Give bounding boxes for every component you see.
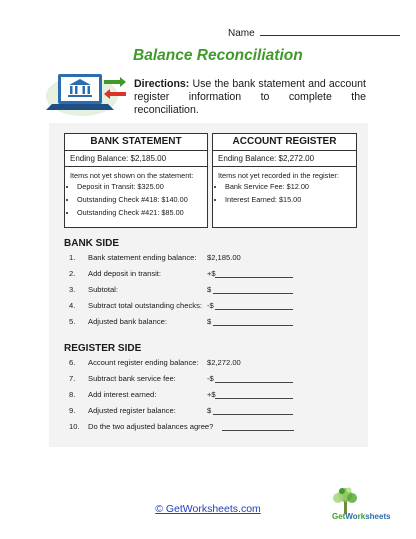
name-blank-line[interactable] bbox=[260, 26, 400, 36]
step-label: Subtract bank service fee: bbox=[88, 374, 176, 383]
answer-blank[interactable] bbox=[213, 293, 293, 294]
logo-get: Get bbox=[332, 512, 346, 521]
step-label: Subtotal: bbox=[88, 285, 118, 294]
step-label: Adjusted bank balance: bbox=[88, 317, 167, 326]
directions-label: Directions: bbox=[134, 78, 190, 90]
bank-ending-balance: Ending Balance: $2,185.00 bbox=[65, 151, 207, 167]
register-note: Items not yet recorded in the register: bbox=[218, 171, 339, 180]
step-label: Add deposit in transit: bbox=[88, 269, 162, 278]
logo-wordmark bbox=[332, 512, 391, 521]
register-side-heading: REGISTER SIDE bbox=[64, 343, 142, 354]
step-prefix: +$ bbox=[207, 269, 216, 278]
answer-blank[interactable] bbox=[215, 277, 293, 278]
step-number: 1. bbox=[69, 253, 76, 262]
laptop-bank-icon bbox=[44, 66, 130, 118]
step-label: Add interest earned: bbox=[88, 390, 157, 399]
step-number: 8. bbox=[69, 390, 76, 399]
answer-blank[interactable] bbox=[215, 398, 293, 399]
register-ending-balance: Ending Balance: $2,272.00 bbox=[213, 151, 356, 167]
step-label: Subtract total outstanding checks: bbox=[88, 301, 202, 310]
register-item: • Bank Service Fee: $12.00 bbox=[225, 182, 356, 191]
register-item: • Interest Earned: $15.00 bbox=[225, 195, 356, 204]
bank-item: • Outstanding Check #421: $85.00 bbox=[77, 208, 207, 217]
step-number: 9. bbox=[69, 406, 76, 415]
bank-items-list bbox=[65, 182, 207, 217]
answer-blank[interactable] bbox=[222, 430, 294, 431]
bank-note: Items not yet shown on the statement: bbox=[70, 171, 194, 180]
account-register-title: ACCOUNT REGISTER bbox=[213, 134, 356, 151]
step-value: $2,185.00 bbox=[207, 253, 241, 262]
page-title: Balance Reconciliation bbox=[133, 47, 303, 64]
step-number: 2. bbox=[69, 269, 76, 278]
bank-item: • Outstanding Check #418: $140.00 bbox=[77, 195, 207, 204]
bank-statement-box bbox=[64, 133, 208, 228]
step-label: Account register ending balance: bbox=[88, 358, 199, 367]
step-prefix: $ bbox=[207, 317, 212, 326]
step-number: 6. bbox=[69, 358, 76, 367]
step-label: Bank statement ending balance: bbox=[88, 253, 197, 262]
register-items-list bbox=[213, 182, 356, 204]
step-prefix: -$ bbox=[207, 374, 214, 383]
directions-body: Use the bank statement and account register information to complete the reconciliation. bbox=[134, 78, 366, 116]
step-label: Adjusted register balance: bbox=[88, 406, 176, 415]
getworksheets-link[interactable]: © GetWorksheets.com bbox=[155, 503, 261, 515]
step-number: 5. bbox=[69, 317, 76, 326]
step-prefix: -$ bbox=[207, 301, 214, 310]
name-field bbox=[228, 26, 400, 39]
logo-work: Wo bbox=[345, 512, 358, 521]
logo-rk: rk bbox=[357, 512, 366, 521]
logo-sheets: sheets bbox=[365, 512, 391, 521]
bank-statement-title: BANK STATEMENT bbox=[65, 134, 207, 151]
step-prefix: +$ bbox=[207, 390, 216, 399]
step-label: Do the two adjusted balances agree? bbox=[88, 422, 214, 431]
step-number: 3. bbox=[69, 285, 76, 294]
step-prefix: $ bbox=[207, 406, 212, 415]
answer-blank[interactable] bbox=[213, 325, 293, 326]
answer-blank[interactable] bbox=[213, 414, 293, 415]
answer-blank[interactable] bbox=[215, 382, 293, 383]
step-value: $2,272.00 bbox=[207, 358, 241, 367]
step-prefix: $ bbox=[207, 285, 212, 294]
step-number: 7. bbox=[69, 374, 76, 383]
answer-blank[interactable] bbox=[215, 309, 293, 310]
account-register-box bbox=[212, 133, 357, 228]
bank-item: • Deposit in Transit: $325.00 bbox=[77, 182, 207, 191]
name-label: Name bbox=[228, 28, 255, 39]
bank-side-heading: BANK SIDE bbox=[64, 238, 120, 249]
step-number: 10. bbox=[69, 422, 80, 431]
directions-text bbox=[134, 78, 366, 117]
step-number: 4. bbox=[69, 301, 76, 310]
